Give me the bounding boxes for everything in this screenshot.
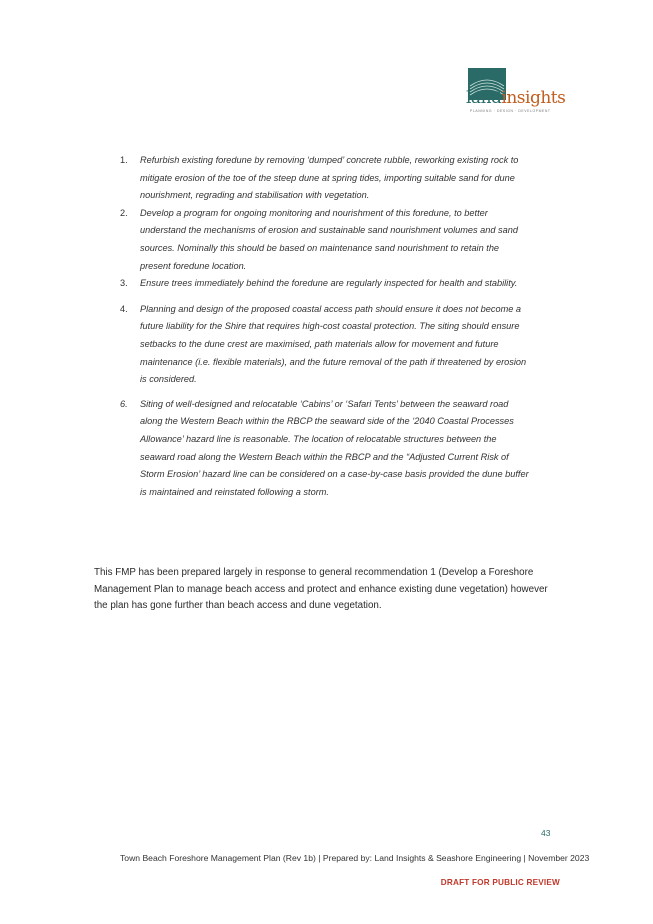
land-insights-logo xyxy=(466,68,566,118)
draft-label: DRAFT FOR PUBLIC REVIEW xyxy=(440,878,560,887)
list-item-number: 2. xyxy=(120,207,128,218)
logo-wordmark xyxy=(466,88,566,108)
list-item-number: 3. xyxy=(120,278,128,289)
list-item xyxy=(120,396,530,502)
list-item-number: 6. xyxy=(120,398,128,409)
page-number: 43 xyxy=(541,828,551,838)
list-item-text: Refurbish existing foredune by removing ‘dumped’ concrete rubble, reworking existing rock to mitigate erosion of the toe of the steep dune at spring tides, importing suitable sand for dune nourishment, regrading and stabilisation with vegetation. xyxy=(140,155,519,201)
recommendation-list xyxy=(120,152,530,501)
logo-word-insights: insights xyxy=(501,88,566,108)
logo-word-land: land xyxy=(466,88,502,108)
body-paragraph: This FMP has been prepared largely in response to general recommendation 1 (Develop a Foreshore Management Plan to manage beach access and protect and enhance existing dune vegetation) however the plan has gone further than beach access and dune vegetation. xyxy=(94,567,548,612)
list-item-text: Develop a program for ongoing monitoring and nourishment of this foredune, to better understand the mechanisms of erosion and sustainable sand nourishment volumes and sand sources. Nominally this should be based on maintenance sand nourishment to retain the present foredune location. xyxy=(140,207,518,271)
list-item-text: Ensure trees immediately behind the foredune are regularly inspected for health and stability. xyxy=(140,278,518,289)
list-item xyxy=(120,205,530,275)
logo-tagline: PLANNING · DESIGN · DEVELOPMENT xyxy=(470,109,551,113)
list-item xyxy=(120,152,530,205)
list-item-number: 4. xyxy=(120,303,128,314)
footer-text: Town Beach Foreshore Management Plan (Rev 1b) | Prepared by: Land Insights & Seashore Engineering | November 2023 xyxy=(120,853,590,863)
list-item-text: Planning and design of the proposed coastal access path should ensure it does not become a future liability for the Shire that requires high-cost coastal protection. The siting should ensure setbacks to the dune crest are maximised, path materials allow for movement and future maintenance (i.e. flexible materials), and the future removal of the path if threatened by erosion is considered. xyxy=(140,303,527,385)
list-item-text: Siting of well-designed and relocatable ‘Cabins’ or ‘Safari Tents’ between the seaward road along the Western Beach within the RBCP the seaward side of the ‘2040 Coastal Processes Allowance’ hazard line is reasonable. The location of relocatable structures between the seaward road along the Western Beach within the RBCP and the “Adjusted Current Risk of Storm Erosion’ hazard line can be considered on a case-by-case basis provided the dune buffer is maintained and reinstated following a storm. xyxy=(140,398,529,497)
list-item xyxy=(120,301,530,389)
list-item-number: 1. xyxy=(120,155,128,165)
list-item xyxy=(120,275,530,293)
